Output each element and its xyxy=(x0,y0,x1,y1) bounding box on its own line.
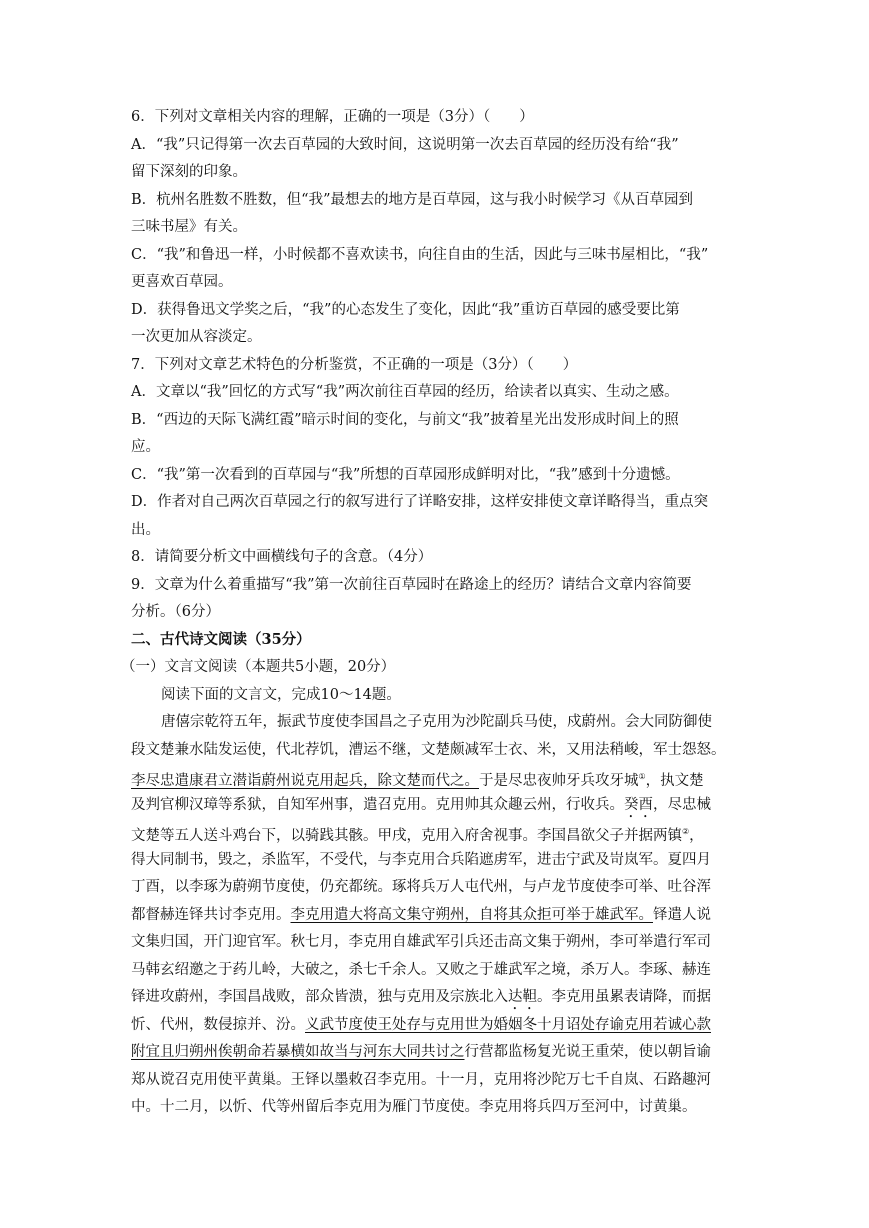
question-7-option-a: A．文章以“我”回忆的方式写“我”两次前往百草园的经历，给读者以真实、生动之感。 xyxy=(131,384,679,400)
passage-line: 李尽忠遣康君立潜诣蔚州说克用起兵，除文楚而代之。于是尽忠夜帅牙兵攻牙城①，执文楚 xyxy=(131,772,704,789)
underlined-sentence: 李克用遣大将高文集守朔州，自将其众拒可举于雄武军。 xyxy=(290,907,653,923)
passage-line: 忻、代州，数侵掠并、汾。义武节度使王处存与克用世为婚姻冬十月诏处存谕克用若诚心款 xyxy=(131,1017,711,1033)
passage-line: 得大同制书，毁之，杀监军，不受代，与李克用合兵陷遮虏军，进击宁武及岢岚军。夏四月 xyxy=(131,852,711,868)
question-6-option-c: C．“我”和鲁迅一样，小时候都不喜欢读书，向往自由的生活，因此与三味书屋相比，“我” xyxy=(131,247,709,263)
passage-line: 附宜且归朔州俟朝命若暴横如故当与河东大同共讨之行营都监杨复光说王重荣，使以朝旨谕 xyxy=(131,1044,711,1060)
passage-line: 及判官柳汉璋等系狱，自知军州事，遣召克用。克用帅其众趣云州，行收兵。癸酉，尽忠械 xyxy=(131,797,711,813)
question-6: 6．下列对文章相关内容的理解，正确的一项是（3分）（ ） xyxy=(131,109,534,125)
question-7: 7．下列对文章艺术特色的分析鉴赏，不正确的一项是（3分）（ ） xyxy=(131,357,578,373)
footnote-marker: ① xyxy=(638,772,646,781)
emphasized-word: 癸酉 xyxy=(624,797,653,813)
passage-line: 铎进攻蔚州，李国昌战败，部众皆溃，独与克用及宗族北入达靼。李克用虽累表请降，而据 xyxy=(131,989,711,1005)
passage-line: 唐僖宗乾符五年，振武节度使李国昌之子克用为沙陀副兵马使，戍蔚州。会大同防御使 xyxy=(161,714,712,730)
underlined-sentence: 义武节度使王处存与克用世为婚姻冬十月诏处存谕克用若诚心款 xyxy=(305,1017,711,1033)
passage-line: 文楚等五人送斗鸡台下，以骑践其骸。甲戌，克用入府舍视事。李国昌欲父子并据两镇②， xyxy=(131,827,704,844)
passage-line: 文集归国，开门迎官军。秋七月，李克用自雄武军引兵还击高文集于朔州，李可举遣行军司 xyxy=(131,934,711,950)
question-7-option-d-cont: 出。 xyxy=(131,522,160,538)
question-7-option-c: C．“我”第一次看到的百草园与“我”所想的百草园形成鲜明对比，“我”感到十分遗憾。 xyxy=(131,467,680,483)
section-heading: 二、古代诗文阅读（35分） xyxy=(131,631,311,648)
reading-instruction: 阅读下面的文言文，完成10～14题。 xyxy=(161,687,401,703)
underlined-sentence: 附宜且归朔州俟朝命若暴横如故当与河东大同共讨之 xyxy=(131,1044,465,1060)
question-7-option-d: D．作者对自己两次百草园之行的叙写进行了详略安排，这样安排使文章详略得当，重点突 xyxy=(131,494,709,510)
question-6-option-d-cont: 一次更加从容淡定。 xyxy=(131,329,262,345)
passage-line: 段文楚兼水陆发运使，代北荐饥，漕运不继，文楚颇减军士衣、米，又用法稍峻，军士怨怒。 xyxy=(131,742,726,758)
question-6-option-b: B．杭州名胜数不胜数，但“我”最想去的地方是百草园，这与我小时候学习《从百草园到 xyxy=(131,192,693,208)
subsection-heading: （一）文言文阅读（本题共5小题，20分） xyxy=(121,659,396,675)
footnote-marker: ② xyxy=(682,827,690,836)
question-9: 9．文章为什么着重描写“我”第一次前往百草园时在路途上的经历？请结合文章内容简要 xyxy=(131,577,692,593)
question-6-option-a-cont: 留下深刻的印象。 xyxy=(131,164,247,180)
emphasized-word: 达靼 xyxy=(508,989,537,1005)
passage-line: 郑从谠召克用使平黄巢。王铎以墨敕召李克用。十一月，克用将沙陀万七千自岚、石路趣河 xyxy=(131,1072,711,1088)
passage-line: 都督赫连铎共讨李克用。李克用遣大将高文集守朔州，自将其众拒可举于雄武军。铎遣人说 xyxy=(131,907,711,923)
question-7-option-b: B．“西边的天际飞满红霞”暗示时间的变化，与前文“我”披着星光出发形成时间上的照 xyxy=(131,412,679,428)
question-6-option-d: D．获得鲁迅文学奖之后，“我”的心态发生了变化，因此“我”重访百草园的感受要比第 xyxy=(131,302,680,318)
question-6-option-c-cont: 更喜欢百草园。 xyxy=(131,274,233,290)
question-6-option-b-cont: 三味书屋》有关。 xyxy=(131,219,247,235)
underlined-sentence: 李尽忠遣康君立潜诣蔚州说克用起兵，除文楚而代之。 xyxy=(131,772,479,789)
question-6-option-a: A．“我”只记得第一次去百草园的大致时间，这说明第一次去百草园的经历没有给“我” xyxy=(131,137,679,153)
passage-line: 中。十二月，以忻、代等州留后李克用为雁门节度使。李克用将兵四万至河中，讨黄巢。 xyxy=(131,1099,697,1115)
question-9-cont: 分析。（6分） xyxy=(131,604,220,620)
question-7-option-b-cont: 应。 xyxy=(131,439,160,455)
question-8: 8．请简要分析文中画横线句子的含意。（4分） xyxy=(131,549,433,565)
passage-line: 丁酉，以李琢为蔚朔节度使，仍充都统。琢将兵万人屯代州，与卢龙节度使李可举、吐谷浑 xyxy=(131,879,711,895)
passage-line: 马韩玄绍邀之于药儿岭，大破之，杀七千余人。又败之于雄武军之境，杀万人。李琢、赫连 xyxy=(131,962,711,978)
